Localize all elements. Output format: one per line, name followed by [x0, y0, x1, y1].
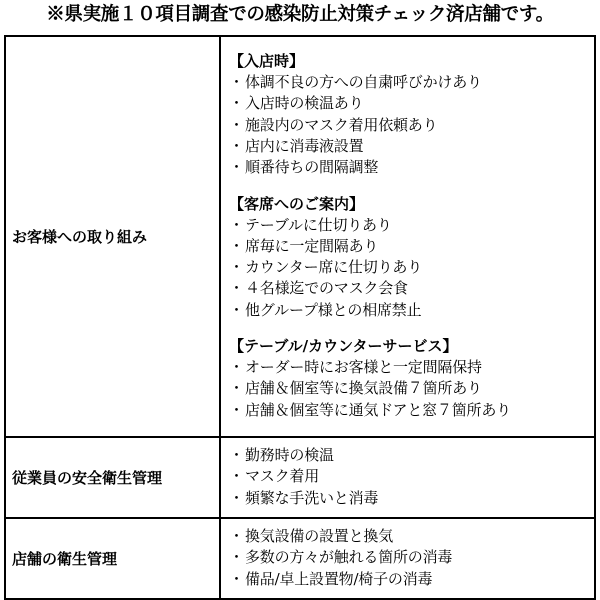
table-row-staff-hygiene	[5, 437, 595, 518]
section-heading: 【客席へのご案内】	[229, 194, 365, 213]
list-item: ・ 順番待ちの間隔調整	[229, 157, 594, 178]
item-list	[229, 357, 594, 421]
list-item: ・ 他グループ様との相席禁止	[229, 300, 594, 321]
list-item: ・ マスク着用	[229, 466, 594, 487]
list-item: ・ 換気設備の設置と換気	[229, 526, 594, 547]
row-content	[220, 518, 595, 599]
row-content	[220, 437, 595, 518]
row-content	[220, 36, 595, 437]
list-item: ・ カウンター席に仕切りあり	[229, 257, 594, 278]
list-item: ・ 店内に消毒液設置	[229, 136, 594, 157]
section-service	[229, 336, 594, 421]
item-list	[229, 445, 594, 509]
measures-table	[4, 35, 596, 600]
item-list	[229, 215, 594, 321]
list-item: ・ 席毎に一定間隔あり	[229, 236, 594, 257]
list-item: ・ 勤務時の検温	[229, 445, 594, 466]
item-list	[229, 72, 594, 178]
list-item: ・ 店舗＆個室等に換気設備７箇所あり	[229, 378, 594, 399]
section-entry	[229, 51, 594, 178]
row-label: お客様への取り組み	[5, 36, 220, 437]
list-item: ・ オーダー時にお客様と一定間隔保持	[229, 357, 594, 378]
list-item: ・ ４名様迄でのマスク会食	[229, 278, 594, 299]
section-seating	[229, 194, 594, 321]
table-row-store-hygiene	[5, 518, 595, 599]
section-heading: 【入店時】	[229, 52, 305, 71]
list-item: ・ 備品/卓上設置物/椅子の消毒	[229, 569, 594, 590]
list-item: ・ 店舗＆個室等に通気ドアと窓７箇所あり	[229, 400, 594, 421]
row-label: 店舗の衛生管理	[5, 518, 220, 599]
list-item: ・ 頻繁な手洗いと消毒	[229, 488, 594, 509]
list-item: ・ 多数の方々が触れる箇所の消毒	[229, 547, 594, 568]
item-list	[229, 526, 594, 590]
list-item: ・ 体調不良の方への自粛呼びかけあり	[229, 72, 594, 93]
row-label: 従業員の安全衛生管理	[5, 437, 220, 518]
list-item: ・ テーブルに仕切りあり	[229, 215, 594, 236]
list-item: ・ 入店時の検温あり	[229, 93, 594, 114]
list-item: ・ 施設内のマスク着用依頼あり	[229, 115, 594, 136]
notice-title: ※県実施１０項目調査での感染防止対策チェック済店舗です。	[46, 4, 554, 25]
table-row-guest-measures	[5, 36, 595, 437]
section-heading: 【テーブル/カウンターサービス】	[229, 337, 458, 356]
